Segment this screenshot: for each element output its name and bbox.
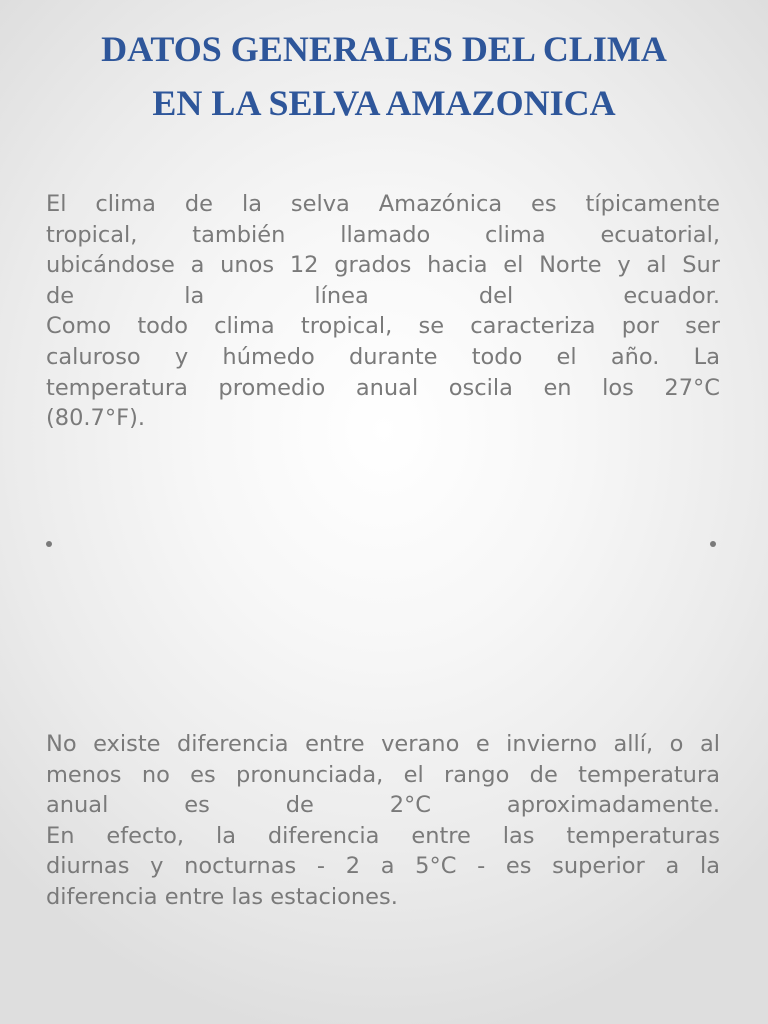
paragraph-line: temperatura promedio anual oscila en los 27°C xyxy=(46,374,720,401)
temperature-paragraph xyxy=(46,729,720,913)
paragraph-line: menos no es pronunciada, el rango de temperatura xyxy=(46,761,720,788)
paragraph-line: Como todo clima tropical, se caracteriza por ser xyxy=(46,313,720,340)
paragraph-line: caluroso y húmedo durante todo el año. La xyxy=(46,343,720,370)
paragraph-line: ubicándose a unos 12 grados hacia el Norte y al Sur xyxy=(46,252,720,279)
paragraph-line: (80.7°F). xyxy=(46,405,145,432)
paragraph-line: En efecto, la diferencia entre las temperaturas xyxy=(46,822,720,849)
paragraph-line: El clima de la selva Amazónica es típicamente xyxy=(46,191,720,217)
slide-title xyxy=(30,22,738,130)
bullet-dot xyxy=(710,541,716,547)
title-line: EN LA SELVA AMAZONICA xyxy=(152,83,616,123)
paragraph-line: No existe diferencia entre verano e invierno allí, o al xyxy=(46,731,720,757)
paragraph-line: de la línea del ecuador. xyxy=(46,282,720,309)
climate-paragraph xyxy=(46,189,720,434)
paragraph-line: tropical, también llamado clima ecuatorial, xyxy=(46,221,720,248)
bullet-dot xyxy=(46,541,52,547)
paragraph-line: diferencia entre las estaciones. xyxy=(46,883,398,910)
paragraph-line: anual es de 2°C aproximadamente. xyxy=(46,792,720,819)
title-line: DATOS GENERALES DEL CLIMA xyxy=(101,29,667,69)
paragraph-line: diurnas y nocturnas - 2 a 5°C - es superior a la xyxy=(46,853,720,880)
